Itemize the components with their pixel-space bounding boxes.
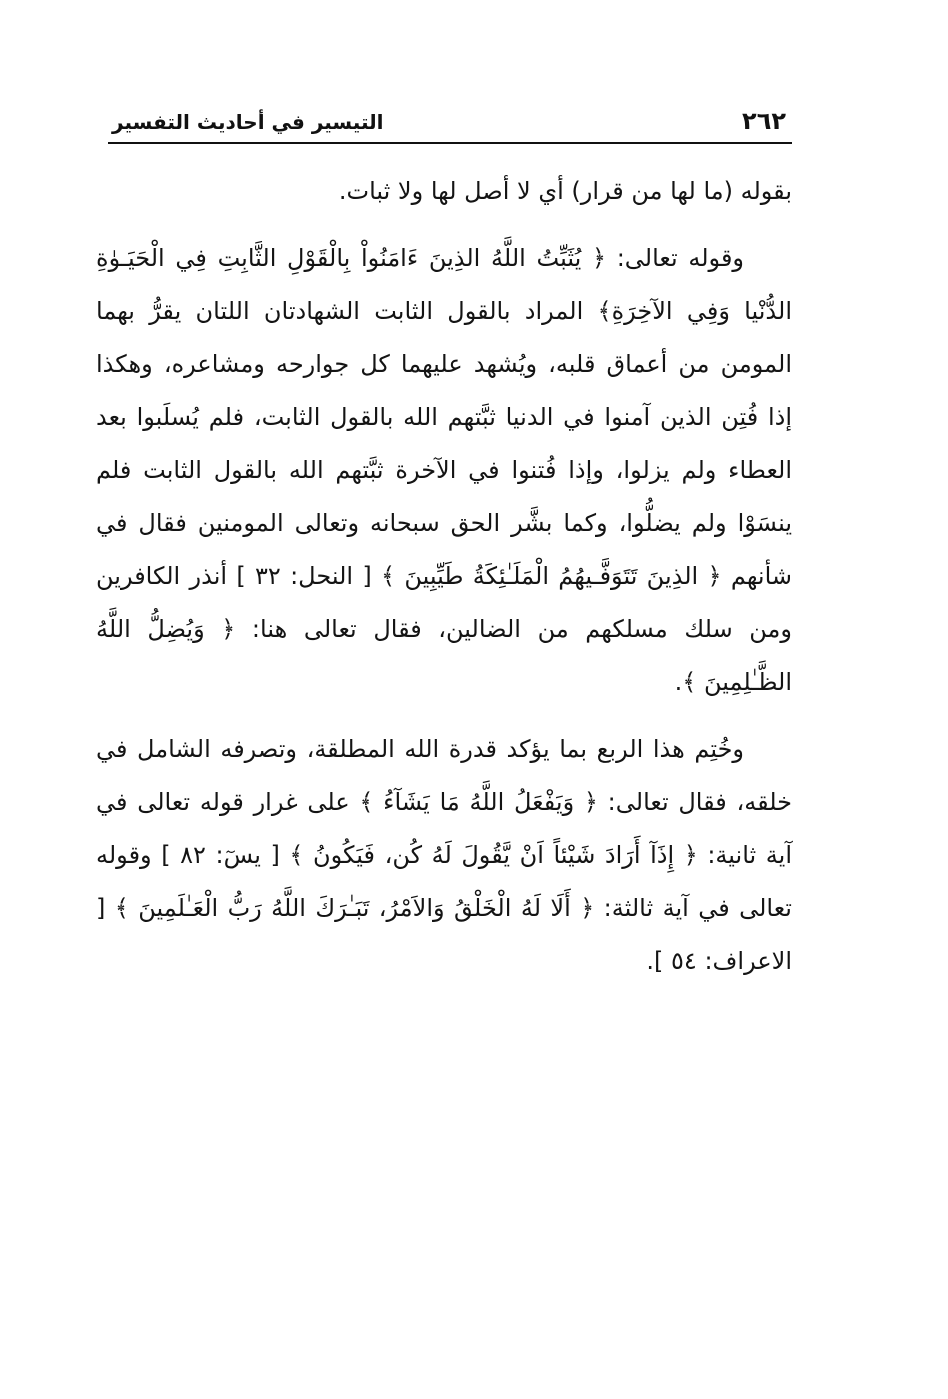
main-text: [96, 165, 792, 988]
running-header: [108, 98, 792, 144]
paragraph-2: وقوله تعالى: ﴿ يُثَبِّتُ اللَّهُ الذِينَ ءَامَنُواْ بِالْقَوْلِ الثَّابِتِ فِي الْحَيَـوٰةِ الدُّنْيا وَفِي الآخِرَةِ﴾ المراد بالقول الثابت الشهادتان اللتان يقرُّ بهما المومن من أعماق قلبه، ويُشهد عليهما كل جوارحه ومشاعره، وهكذا إذا فُتِن الذين آمنوا في الدنيا ثبَّتهم الله بالقول الثابت، فلم يُسلَبوا بعد العطاء ولم يزلوا، وإذا فُتنوا في الآخرة ثبَّتهم الله بالقول الثابت فلم ينسَوْا ولم يضلُّوا، وكما بشَّر الحق سبحانه وتعالى المومنين فقال في شأنهم ﴿ الذِينَ تَتَوَفَّـيهُمُ الْمَلَـٰئِكَةُ طَيِّبِينَ ﴾ [ النحل: ٣٢ ] أنذر الكافرين ومن سلك مسلكهم من الضالين، فقال تعالى هنا: ﴿ وَيُضِلُّ اللَّهُ الظَّـٰلِمِينَ ﴾.: [96, 244, 793, 696]
book-title: التيسير في أحاديث التفسير: [112, 110, 384, 134]
paragraph-3: وخُتِم هذا الربع بما يؤكد قدرة الله المطلقة، وتصرفه الشامل في خلقه، فقال تعالى: ﴿ وَيَفْعَلُ اللَّهُ مَا يَشَآءُ ﴾ على غرار قوله تعالى في آية ثانية: ﴿ إِذَآ أَرَادَ شَيْئاً اَنْ يَّقُولَ لَهُ كُن، فَيَكُونُ ﴾ [ يسٓ: ٨٢ ] وقوله تعالى في آية ثالثة: ﴿ أَلَا لَهُ الْخَلْقُ وَالاَمْرُ، تَبَـٰرَكَ اللَّهُ رَبُّ الْعَـٰلَمِينَ ﴾ [ الاعراف: ٥٤ ].: [96, 735, 793, 975]
page-number: ٢٦٢: [742, 107, 786, 135]
paragraph-1: بقوله (ما لها من قرار) أي لا أصل لها ولا ثبات.: [338, 177, 792, 205]
header-divider: [108, 142, 792, 144]
